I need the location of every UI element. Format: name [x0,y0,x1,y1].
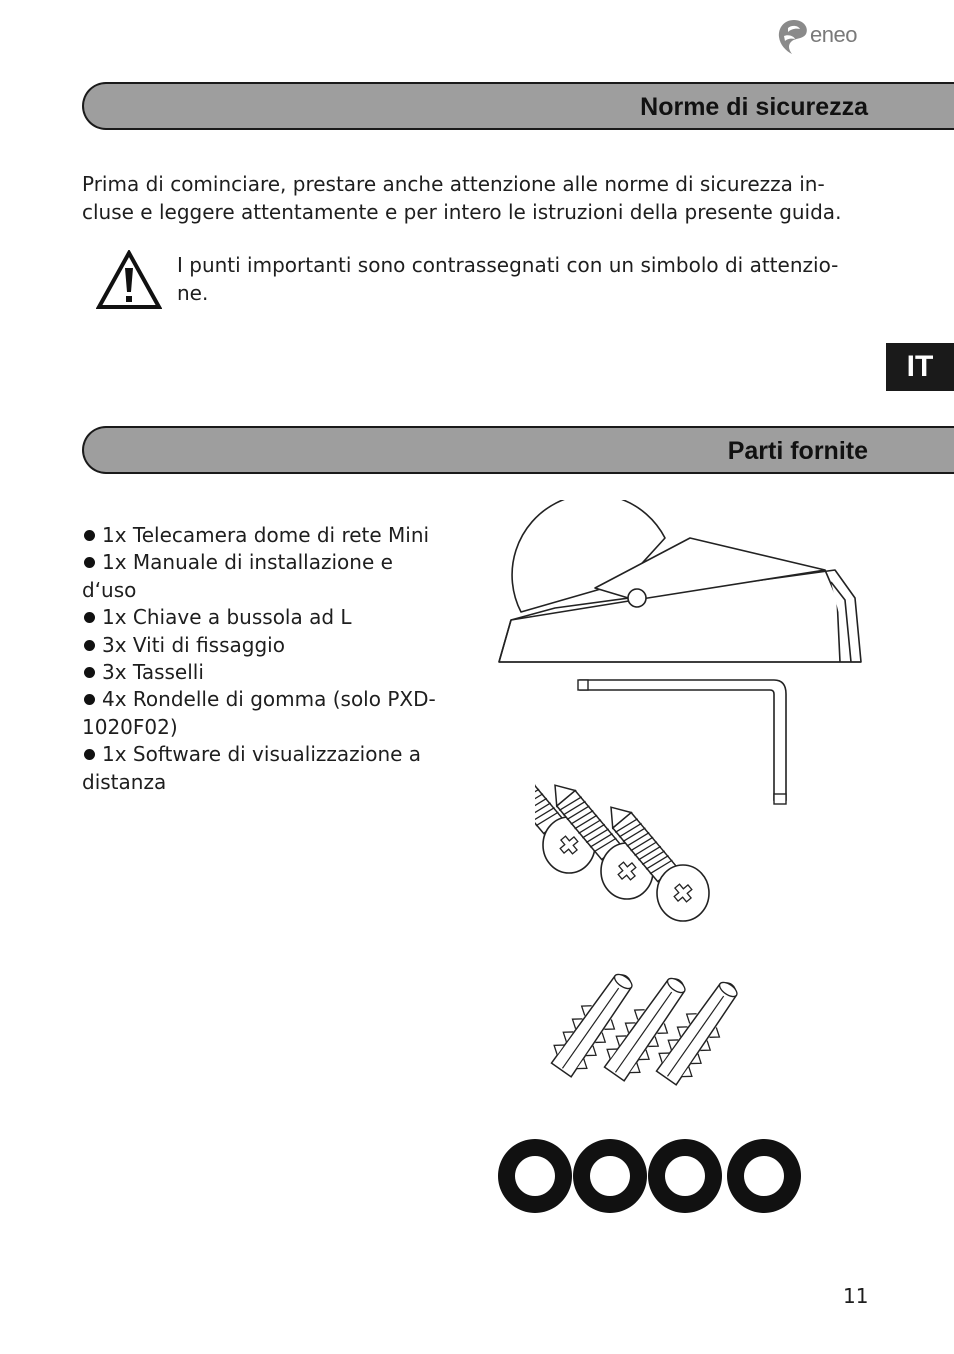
intro-line: Prima di cominciare, prestare anche attenzione alle norme di sicurezza in- [82,172,825,196]
brand-logo [776,18,876,58]
dome-camera-illustration [495,500,867,668]
language-tab: IT [886,343,954,391]
list-item: 1x Chiave a bussola ad L [82,604,472,631]
bullet-icon [84,612,95,623]
warning-line: ne. [177,281,209,305]
warning-paragraph [177,251,838,307]
bullet-icon [84,749,95,760]
list-item: 1x Telecamera dome di rete Mini [82,522,472,549]
warning-line: I punti importanti sono contrassegnati con un simbolo di attenzio- [177,253,839,277]
brand-name: eneo [810,22,857,47]
section-title: Norme di sicurezza [640,93,868,121]
bullet-icon [84,694,95,705]
intro-line: cluse e leggere attentamente e per intero le istruzioni della presente guida. [82,200,842,224]
list-item: 1x Manuale di installazione e d‘uso [82,550,393,602]
wall-plugs-illustration [535,963,755,1103]
page-number: 11 [843,1284,869,1308]
warning-triangle-icon [96,250,162,310]
list-item: 4x Rondelle di gomma (solo PXD-1020F02) [82,687,436,739]
section-title: Parti fornite [727,437,868,465]
list-item: 3x Tasselli [82,659,472,686]
list-item: 3x Viti di fissaggio [82,632,472,659]
bullet-icon [84,557,95,568]
parts-list [82,522,472,796]
bullet-icon [84,667,95,678]
intro-paragraph [82,170,841,226]
screws-illustration [535,765,775,930]
bullet-icon [84,530,95,541]
list-item: 1x Software di visualizzazione a distanza [82,742,422,794]
eneo-logo-icon [776,18,810,56]
bullet-icon [84,640,95,651]
section-header-parts [82,426,954,474]
section-header-safety [82,82,954,130]
rubber-washers-illustration [494,1136,806,1216]
